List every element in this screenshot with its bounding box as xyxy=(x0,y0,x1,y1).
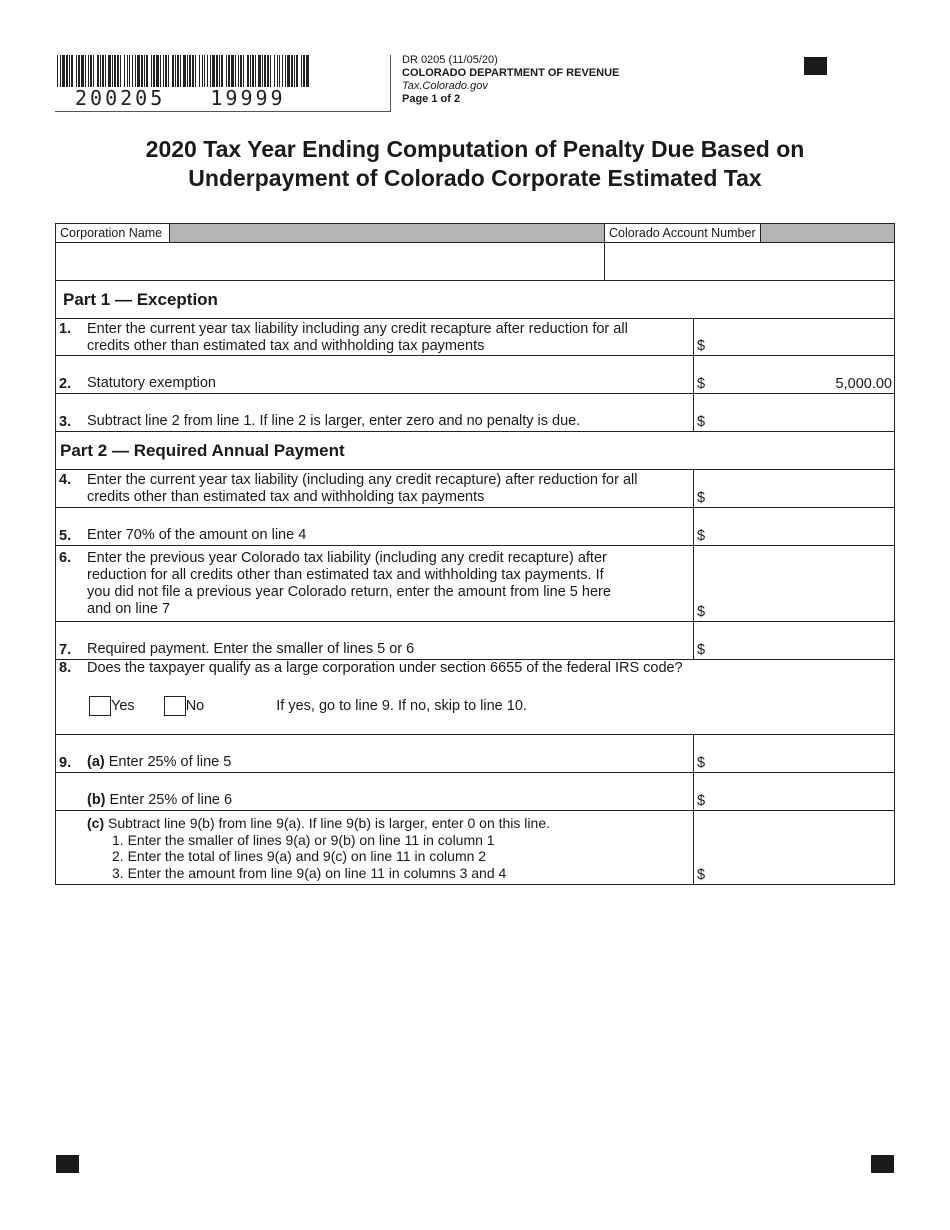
account-number-label-shade xyxy=(761,224,894,242)
line-4-number: 4. xyxy=(59,472,72,488)
line-9b-row xyxy=(56,773,894,811)
line-9a-amount[interactable] xyxy=(693,735,894,772)
line-9c-text xyxy=(87,815,687,881)
line-6-text-a: Enter the previous year Colorado tax liability (including any credit recapture) after xyxy=(87,550,607,566)
line-4-text-b: credits other than estimated tax and withholding tax payments xyxy=(87,489,485,505)
dollar-sign: $ xyxy=(697,604,706,620)
line-5-text: Enter 70% of the amount on line 4 xyxy=(87,527,307,543)
registration-mark-bottom-left xyxy=(56,1155,79,1173)
line-2-amount[interactable] xyxy=(693,356,894,393)
barcode-graphic xyxy=(57,55,309,87)
yes-label: Yes xyxy=(111,698,135,714)
line-9c-row xyxy=(56,811,894,885)
line-9a-text xyxy=(87,754,687,771)
dollar-sign: $ xyxy=(697,793,706,809)
line-9b-text xyxy=(87,792,687,809)
corporation-name-field[interactable] xyxy=(56,243,604,280)
penalty-form xyxy=(55,223,895,885)
identification-fields xyxy=(56,243,894,281)
account-number-field[interactable] xyxy=(605,243,894,280)
no-checkbox[interactable] xyxy=(164,696,186,716)
dollar-sign: $ xyxy=(697,642,706,658)
barcode-number: 200205 19999 xyxy=(75,86,286,110)
line-5-amount[interactable] xyxy=(693,508,894,545)
identification-labels xyxy=(56,224,894,243)
corporation-name-label-shade xyxy=(170,224,604,242)
line-6-text xyxy=(87,550,687,618)
barcode-underline xyxy=(55,111,391,112)
line-1-amount[interactable] xyxy=(693,319,894,355)
part-2-title: Part 2 — Required Annual Payment xyxy=(60,441,345,460)
line-9b-amount[interactable] xyxy=(693,773,894,810)
line-2-value: 5,000.00 xyxy=(835,376,892,392)
line-4-amount[interactable] xyxy=(693,470,894,507)
line-4-text-a: Enter the current year tax liability (including any credit recapture) after reduction for all xyxy=(87,472,638,488)
line-3-amount[interactable] xyxy=(693,394,894,431)
dollar-sign: $ xyxy=(697,376,706,392)
line-9c-description: Subtract line 9(b) from line 9(a). If line 9(b) is larger, enter 0 on this line. xyxy=(108,815,550,831)
line-7-row xyxy=(56,622,894,660)
line-5-number: 5. xyxy=(59,528,72,544)
dollar-sign: $ xyxy=(697,490,706,506)
line-8-text: Does the taxpayer qualify as a large corporation under section 6655 of the federal IRS code? xyxy=(87,660,683,676)
line-7-text: Required payment. Enter the smaller of lines 5 or 6 xyxy=(87,641,415,657)
line-9c-label: (c) xyxy=(87,815,105,831)
line-9c-sub-1: 1. Enter the smaller of lines 9(a) or 9(b) on line 11 in column 1 xyxy=(112,831,495,848)
line-9b-description: Enter 25% of line 6 xyxy=(109,792,233,808)
dollar-sign: $ xyxy=(697,338,706,354)
part-1-title: Part 1 — Exception xyxy=(63,290,218,309)
line-2-text: Statutory exemption xyxy=(87,375,216,391)
account-number-label: Colorado Account Number xyxy=(609,226,756,240)
line-6-amount[interactable] xyxy=(693,546,894,621)
line-9c-sub-2: 2. Enter the total of lines 9(a) and 9(c) on line 11 in column 2 xyxy=(112,848,487,864)
line-9-number: 9. xyxy=(59,755,72,771)
line-8-row xyxy=(56,660,894,735)
line-9c-sub-3: 3. Enter the amount from line 9(a) on line 11 in columns 3 and 4 xyxy=(112,864,507,881)
line-8-instruction: If yes, go to line 9. If no, skip to line 10. xyxy=(276,698,527,714)
line-6-row xyxy=(56,546,894,622)
form-id: DR 0205 (11/05/20) xyxy=(402,54,498,66)
line-9a-label: (a) xyxy=(87,754,105,770)
line-7-number: 7. xyxy=(59,642,72,658)
line-6-text-b: reduction for all credits other than estimated tax and withholding tax payments. If xyxy=(87,567,604,583)
title-line-1: 2020 Tax Year Ending Computation of Penalty Due Based on xyxy=(145,136,805,162)
line-6-text-d: and on line 7 xyxy=(87,601,171,617)
no-label: No xyxy=(185,698,205,714)
line-7-amount[interactable] xyxy=(693,622,894,659)
line-9b-label: (b) xyxy=(87,792,106,808)
line-4-text xyxy=(87,472,687,506)
line-5-row xyxy=(56,508,894,546)
corporation-name-label: Corporation Name xyxy=(60,226,163,240)
line-2-row xyxy=(56,356,894,394)
yes-checkbox[interactable] xyxy=(89,696,111,716)
line-3-row xyxy=(56,394,894,432)
dollar-sign: $ xyxy=(697,528,706,544)
website: Tax.Colorado.gov xyxy=(402,80,488,92)
registration-mark-bottom-right xyxy=(871,1155,894,1173)
part-2-header xyxy=(56,432,894,470)
line-3-number: 3. xyxy=(59,414,72,430)
registration-mark-top-right xyxy=(804,57,827,75)
line-1-text-b: credits other than estimated tax and withholding tax payments xyxy=(87,338,485,354)
line-1-text-a: Enter the current year tax liability including any credit recapture after reduction for all xyxy=(87,321,628,337)
line-1-row xyxy=(56,319,894,356)
line-1-number: 1. xyxy=(59,321,72,337)
line-9a-description: Enter 25% of line 5 xyxy=(108,754,232,770)
line-4-row xyxy=(56,470,894,508)
department-name: COLORADO DEPARTMENT OF REVENUE xyxy=(402,67,620,79)
line-2-number: 2. xyxy=(59,376,72,392)
line-6-number: 6. xyxy=(59,550,72,566)
form-header xyxy=(402,54,619,106)
dollar-sign: $ xyxy=(697,414,706,430)
dollar-sign: $ xyxy=(697,755,706,771)
line-6-text-c: you did not file a previous year Colorado return, enter the amount from line 5 here xyxy=(87,584,611,600)
page-number: Page 1 of 2 xyxy=(402,93,461,105)
title-line-2: Underpayment of Colorado Corporate Estimated Tax xyxy=(188,165,762,191)
line-9c-amount[interactable] xyxy=(693,811,894,884)
part-1-header xyxy=(56,281,894,319)
line-8-number: 8. xyxy=(59,660,72,676)
header-divider xyxy=(390,55,391,112)
page-title xyxy=(0,135,950,193)
dollar-sign: $ xyxy=(697,867,706,883)
line-3-text: Subtract line 2 from line 1. If line 2 is larger, enter zero and no penalty is due. xyxy=(87,413,581,429)
line-9a-row xyxy=(56,735,894,773)
line-8-options xyxy=(89,695,789,717)
line-1-text xyxy=(87,321,687,355)
